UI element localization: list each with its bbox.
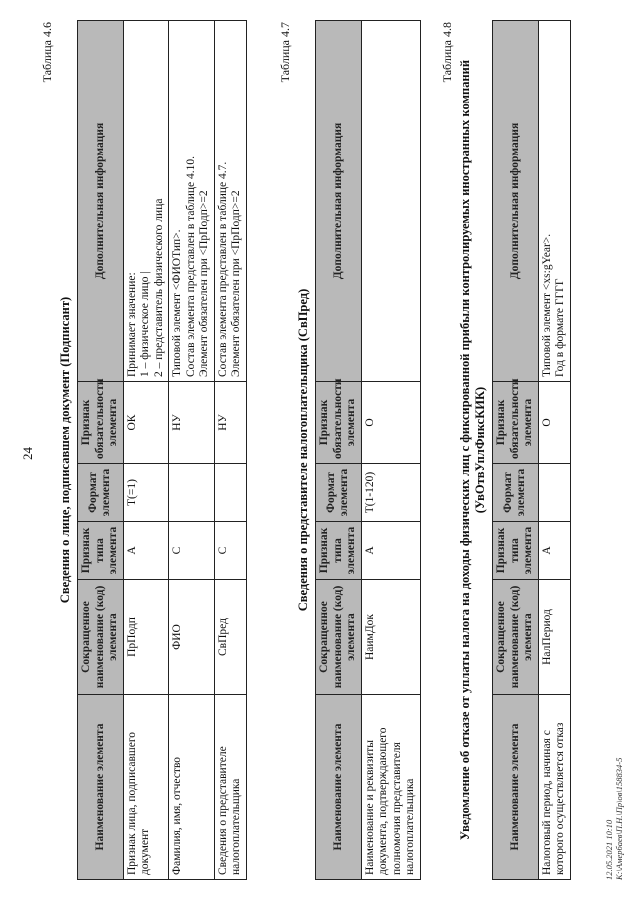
cell-format: Т(1-120) bbox=[361, 464, 420, 522]
table-4-6-block bbox=[40, 20, 247, 880]
cell-short: ПрПодп bbox=[123, 580, 169, 695]
cell-info bbox=[214, 21, 246, 382]
header-type: Признак типа элемента bbox=[493, 522, 539, 580]
cell-format bbox=[214, 464, 246, 522]
info-line: Типовой элемент <ФИОТип>. bbox=[171, 229, 183, 377]
cell-short: НаимДок bbox=[361, 580, 420, 695]
cell-required: О bbox=[361, 382, 420, 464]
footer-path: K:\Амербаев\П.Н.\Пр\ов\158834-5 bbox=[614, 757, 624, 880]
table-4-8 bbox=[492, 20, 571, 880]
table-row bbox=[538, 21, 570, 880]
cell-name: Налоговый период, начиная с которого осуществляется отказ bbox=[538, 695, 570, 880]
cell-name: Признак лица, подписавшего документ bbox=[123, 695, 169, 880]
table-title-line: Уведомление об отказе от уплаты налога на доходы физических лиц с фиксированной прибыли контролируемых иностранных компаний bbox=[458, 59, 472, 841]
header-name: Наименование элемента bbox=[316, 695, 362, 880]
header-short: Сокращенное наименование (код) элемента bbox=[493, 580, 539, 695]
cell-info bbox=[123, 21, 169, 382]
cell-required: НУ bbox=[169, 382, 215, 464]
table-title-code: (УвОтвУплФиксКИК) bbox=[473, 386, 487, 514]
cell-format bbox=[538, 464, 570, 522]
header-type: Признак типа элемента bbox=[78, 522, 124, 580]
table-title: Сведения о лице, подписавшем документ (Подписант) bbox=[58, 296, 72, 604]
header-required: Признак обязательности элемента bbox=[493, 382, 539, 464]
cell-info bbox=[538, 21, 570, 382]
cell-type: А bbox=[123, 522, 169, 580]
header-info: Дополнительная информация bbox=[78, 21, 124, 382]
cell-info bbox=[169, 21, 215, 382]
document-footer bbox=[604, 758, 624, 880]
table-title bbox=[458, 20, 488, 880]
page-number: 24 bbox=[20, 447, 35, 460]
header-format: Формат элемента bbox=[493, 464, 539, 522]
cell-name: Наименование и реквизиты документа, подтверждающего полномочия представителя налогоплательщика bbox=[361, 695, 420, 880]
rotated-page-content bbox=[20, 20, 624, 880]
header-required: Признак обязательности элемента bbox=[78, 382, 124, 464]
info-line: 2 – представитель физического лица bbox=[152, 198, 165, 377]
header-short: Сокращенное наименование (код) элемента bbox=[316, 580, 362, 695]
cell-name: Сведения о представителе налогоплательщика bbox=[214, 695, 246, 880]
cell-type: А bbox=[361, 522, 420, 580]
table-label: Таблица 4.7 bbox=[278, 22, 292, 83]
info-line: Принимает значение: bbox=[125, 272, 138, 377]
info-line: Элемент обязателен при <ПрПодп>=2 bbox=[198, 190, 210, 377]
table-4-8-block bbox=[440, 20, 571, 880]
info-line: Типовой элемент <xs:gYear>. bbox=[540, 233, 553, 377]
header-type: Признак типа элемента bbox=[316, 522, 362, 580]
table-label: Таблица 4.6 bbox=[40, 22, 54, 83]
header-info: Дополнительная информация bbox=[493, 21, 539, 382]
header-name: Наименование элемента bbox=[78, 695, 124, 880]
cell-type: А bbox=[538, 522, 570, 580]
footer-timestamp: 12.05.2021 10:10 bbox=[604, 819, 614, 880]
table-header-row bbox=[78, 21, 124, 880]
table-row bbox=[123, 21, 169, 880]
info-line: Элемент обязателен при <ПрПодп>=2 bbox=[230, 190, 242, 377]
table-title: Сведения о представителе налогоплательщика (СвПред) bbox=[296, 288, 310, 612]
cell-name: Фамилия, имя, отчество bbox=[169, 695, 215, 880]
info-line: Год в формате ГГГГ bbox=[554, 278, 566, 377]
cell-short: ФИО bbox=[169, 580, 215, 695]
table-label: Таблица 4.8 bbox=[440, 22, 454, 83]
table-row bbox=[169, 21, 215, 880]
table-header-row bbox=[493, 21, 539, 880]
cell-required: ОК bbox=[123, 382, 169, 464]
table-4-7-block bbox=[278, 20, 421, 880]
cell-format: Т(=1) bbox=[123, 464, 169, 522]
cell-format bbox=[169, 464, 215, 522]
cell-required: О bbox=[538, 382, 570, 464]
cell-info bbox=[361, 21, 420, 382]
header-format: Формат элемента bbox=[78, 464, 124, 522]
table-header-row bbox=[316, 21, 362, 880]
info-line: Состав элемента представлен в таблице 4.7. bbox=[216, 161, 229, 377]
cell-short: НалПериод bbox=[538, 580, 570, 695]
header-format: Формат элемента bbox=[316, 464, 362, 522]
cell-short: СвПред bbox=[214, 580, 246, 695]
table-4-6 bbox=[77, 20, 247, 880]
info-line: Состав элемента представлен в таблице 4.10. bbox=[184, 155, 197, 377]
cell-required: НУ bbox=[214, 382, 246, 464]
header-required: Признак обязательности элемента bbox=[316, 382, 362, 464]
header-info: Дополнительная информация bbox=[316, 21, 362, 382]
table-4-7 bbox=[315, 20, 421, 880]
table-row bbox=[361, 21, 420, 880]
info-line: 1 – физическое лицо | bbox=[139, 271, 151, 377]
cell-type: С bbox=[214, 522, 246, 580]
table-row bbox=[214, 21, 246, 880]
cell-type: С bbox=[169, 522, 215, 580]
header-short: Сокращенное наименование (код) элемента bbox=[78, 580, 124, 695]
header-name: Наименование элемента bbox=[493, 695, 539, 880]
